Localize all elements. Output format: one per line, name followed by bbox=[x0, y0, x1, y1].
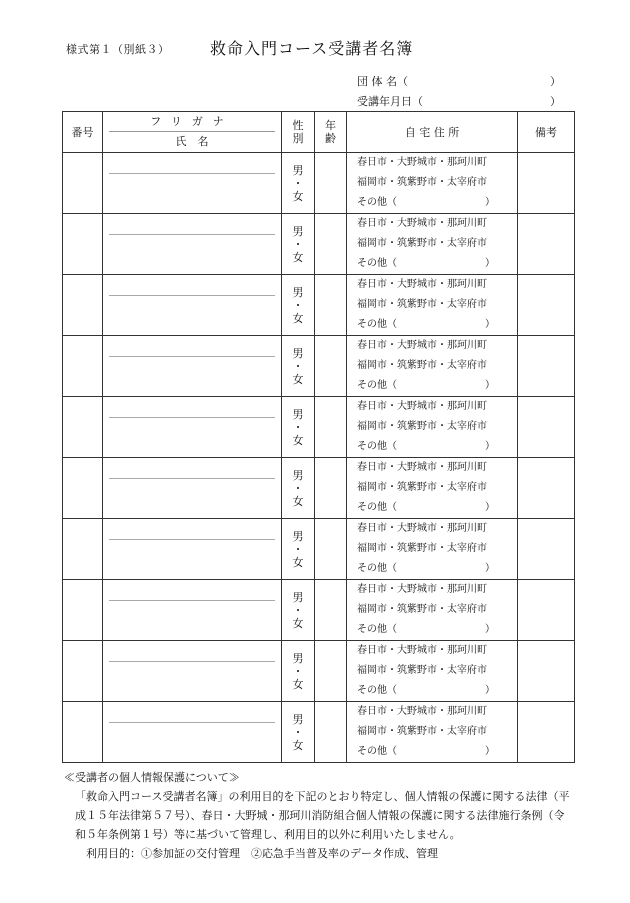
address-other-label: その他（ bbox=[357, 685, 397, 696]
sex-male[interactable]: 男 bbox=[292, 590, 304, 604]
address-option-other[interactable]: その他（ ） bbox=[357, 380, 495, 391]
age-cell[interactable] bbox=[315, 336, 347, 397]
table-row bbox=[63, 641, 575, 702]
sex-male[interactable]: 男 bbox=[292, 407, 304, 421]
address-other-label: その他（ bbox=[357, 746, 397, 757]
sex-cell[interactable] bbox=[282, 458, 315, 519]
sex-female[interactable]: 女 bbox=[292, 433, 304, 447]
address-option-line2[interactable]: 福岡市・筑紫野市・太宰府市 bbox=[357, 604, 487, 615]
number-cell[interactable] bbox=[63, 214, 103, 275]
age-cell[interactable] bbox=[315, 458, 347, 519]
address-cell[interactable] bbox=[347, 519, 518, 580]
sex-dot: ・ bbox=[292, 420, 304, 434]
age-cell[interactable] bbox=[315, 153, 347, 214]
address-other-label: その他（ bbox=[357, 502, 397, 513]
address-cell[interactable] bbox=[347, 641, 518, 702]
sex-cell[interactable] bbox=[282, 519, 315, 580]
address-option-line2[interactable]: 福岡市・筑紫野市・太宰府市 bbox=[357, 421, 487, 432]
privacy-notice bbox=[64, 768, 574, 863]
notes-cell[interactable] bbox=[518, 397, 575, 458]
name-cell[interactable] bbox=[103, 580, 282, 641]
privacy-purpose: 利用目的：①参加証の交付管理 ②応急手当普及率のデータ作成、管理 bbox=[86, 847, 438, 860]
number-cell[interactable] bbox=[63, 275, 103, 336]
sex-dot: ・ bbox=[292, 359, 304, 373]
name-cell[interactable] bbox=[103, 153, 282, 214]
number-cell[interactable] bbox=[63, 458, 103, 519]
table-row bbox=[63, 580, 575, 641]
table-row bbox=[63, 519, 575, 580]
age-cell[interactable] bbox=[315, 580, 347, 641]
address-other-label: その他（ bbox=[357, 380, 397, 391]
table-header-row bbox=[63, 112, 575, 153]
table-row bbox=[63, 702, 575, 763]
address-option-other[interactable]: その他（ ） bbox=[357, 319, 495, 330]
sex-male[interactable]: 男 bbox=[292, 224, 304, 238]
address-option-other[interactable]: その他（ ） bbox=[357, 502, 495, 513]
name-cell[interactable] bbox=[103, 214, 282, 275]
address-option-line1[interactable]: 春日市・大野城市・那珂川町 bbox=[357, 706, 487, 717]
address-option-line1[interactable]: 春日市・大野城市・那珂川町 bbox=[357, 401, 487, 412]
sex-dot: ・ bbox=[292, 176, 304, 190]
address-option-line2[interactable]: 福岡市・筑紫野市・太宰府市 bbox=[357, 665, 487, 676]
address-other-label: その他（ bbox=[357, 319, 397, 330]
address-option-line1[interactable]: 春日市・大野城市・那珂川町 bbox=[357, 584, 487, 595]
sex-cell[interactable] bbox=[282, 641, 315, 702]
address-cell[interactable] bbox=[347, 458, 518, 519]
address-option-other[interactable]: その他（ ） bbox=[357, 624, 495, 635]
number-cell[interactable] bbox=[63, 641, 103, 702]
address-option-line1[interactable]: 春日市・大野城市・那珂川町 bbox=[357, 340, 487, 351]
address-option-other[interactable]: その他（ ） bbox=[357, 746, 495, 757]
furigana-divider bbox=[109, 417, 275, 418]
header-sex-char2: 別 bbox=[292, 132, 304, 145]
address-other-label: その他（ bbox=[357, 563, 397, 574]
name-cell[interactable] bbox=[103, 641, 282, 702]
header-age-char1: 年 bbox=[325, 119, 336, 132]
header-age bbox=[315, 112, 347, 153]
address-cell[interactable] bbox=[347, 397, 518, 458]
sex-cell[interactable] bbox=[282, 214, 315, 275]
age-cell[interactable] bbox=[315, 214, 347, 275]
address-other-label: その他（ bbox=[357, 441, 397, 452]
sex-dot: ・ bbox=[292, 664, 304, 678]
sex-cell[interactable] bbox=[282, 336, 315, 397]
number-cell[interactable] bbox=[63, 153, 103, 214]
address-option-line2[interactable]: 福岡市・筑紫野市・太宰府市 bbox=[357, 543, 487, 554]
address-other-label: その他（ bbox=[357, 258, 397, 269]
privacy-body: 「救命入門コース受講者名簿」の利用目的を下記のとおり特定し、個人情報の保護に関する法律（平成１５年法律第５７号）、春日・大野城・那珂川消防組合個人情報の保護に関する法律施行条例（令和５年条例第１号）等に基づいて管理し、利用目的以外に利用いたしません。 bbox=[75, 790, 570, 841]
table-row bbox=[63, 214, 575, 275]
number-cell[interactable] bbox=[63, 519, 103, 580]
table-row bbox=[63, 458, 575, 519]
notes-cell[interactable] bbox=[518, 336, 575, 397]
header-full-name: 氏 名 bbox=[175, 135, 209, 148]
furigana-divider bbox=[109, 173, 275, 174]
address-option-line1[interactable]: 春日市・大野城市・那珂川町 bbox=[357, 218, 487, 229]
furigana-divider bbox=[109, 722, 275, 723]
sex-female[interactable]: 女 bbox=[292, 494, 304, 508]
sex-female[interactable]: 女 bbox=[292, 372, 304, 386]
age-cell[interactable] bbox=[315, 519, 347, 580]
notes-cell[interactable] bbox=[518, 580, 575, 641]
address-option-other[interactable]: その他（ ） bbox=[357, 441, 495, 452]
address-cell[interactable] bbox=[347, 214, 518, 275]
table-row bbox=[63, 336, 575, 397]
table-row bbox=[63, 397, 575, 458]
sex-female[interactable]: 女 bbox=[292, 555, 304, 569]
header-notes: 備考 bbox=[518, 112, 575, 153]
sex-dot: ・ bbox=[292, 237, 304, 251]
furigana-divider bbox=[109, 661, 275, 662]
address-cell[interactable] bbox=[347, 580, 518, 641]
sex-male[interactable]: 男 bbox=[292, 712, 304, 726]
age-cell[interactable] bbox=[315, 641, 347, 702]
address-cell[interactable] bbox=[347, 702, 518, 763]
course-date-close: ） bbox=[550, 95, 561, 108]
name-cell[interactable] bbox=[103, 336, 282, 397]
header-address: 自 宅 住 所 bbox=[347, 112, 518, 153]
header-age-char2: 齢 bbox=[325, 132, 336, 145]
address-option-line2[interactable]: 福岡市・筑紫野市・太宰府市 bbox=[357, 238, 487, 249]
notes-cell[interactable] bbox=[518, 153, 575, 214]
number-cell[interactable] bbox=[63, 702, 103, 763]
address-option-other[interactable]: その他（ ） bbox=[357, 685, 495, 696]
sex-dot: ・ bbox=[292, 298, 304, 312]
notes-cell[interactable] bbox=[518, 519, 575, 580]
sex-dot: ・ bbox=[292, 542, 304, 556]
sex-dot: ・ bbox=[292, 725, 304, 739]
address-other-label: その他（ bbox=[357, 197, 397, 208]
sex-female[interactable]: 女 bbox=[292, 189, 304, 203]
sex-cell[interactable] bbox=[282, 275, 315, 336]
sex-female[interactable]: 女 bbox=[292, 250, 304, 264]
header-number: 番号 bbox=[63, 112, 103, 153]
address-option-line1[interactable]: 春日市・大野城市・那珂川町 bbox=[357, 523, 487, 534]
sex-female[interactable]: 女 bbox=[292, 616, 304, 630]
address-cell[interactable] bbox=[347, 336, 518, 397]
address-option-line2[interactable]: 福岡市・筑紫野市・太宰府市 bbox=[357, 177, 487, 188]
header-sex-char1: 性 bbox=[292, 119, 304, 132]
address-option-other[interactable]: その他（ ） bbox=[357, 258, 495, 269]
address-option-other[interactable]: その他（ ） bbox=[357, 197, 495, 208]
sex-cell[interactable] bbox=[282, 580, 315, 641]
age-cell[interactable] bbox=[315, 275, 347, 336]
notes-cell[interactable] bbox=[518, 458, 575, 519]
furigana-divider bbox=[109, 600, 275, 601]
furigana-divider bbox=[109, 356, 275, 357]
age-cell[interactable] bbox=[315, 702, 347, 763]
name-cell[interactable] bbox=[103, 702, 282, 763]
age-cell[interactable] bbox=[315, 397, 347, 458]
sex-cell[interactable] bbox=[282, 153, 315, 214]
name-cell[interactable] bbox=[103, 519, 282, 580]
address-option-line1[interactable]: 春日市・大野城市・那珂川町 bbox=[357, 645, 487, 656]
attendee-table bbox=[62, 111, 575, 763]
notes-cell[interactable] bbox=[518, 214, 575, 275]
table-row bbox=[63, 275, 575, 336]
furigana-divider bbox=[109, 234, 275, 235]
header-sex bbox=[282, 112, 315, 153]
address-cell[interactable] bbox=[347, 153, 518, 214]
address-other-label: その他（ bbox=[357, 624, 397, 635]
address-option-line2[interactable]: 福岡市・筑紫野市・太宰府市 bbox=[357, 360, 487, 371]
sex-dot: ・ bbox=[292, 481, 304, 495]
furigana-divider bbox=[109, 295, 275, 296]
group-name-label: 団 体 名（ bbox=[357, 75, 408, 88]
address-option-line1[interactable]: 春日市・大野城市・那珂川町 bbox=[357, 279, 487, 290]
address-option-line1[interactable]: 春日市・大野城市・那珂川町 bbox=[357, 157, 487, 168]
notes-cell[interactable] bbox=[518, 275, 575, 336]
sex-male[interactable]: 男 bbox=[292, 285, 304, 299]
page-title: 救命入門コース受講者名簿 bbox=[210, 39, 414, 58]
sex-female[interactable]: 女 bbox=[292, 311, 304, 325]
header-name bbox=[103, 112, 282, 153]
address-option-line2[interactable]: 福岡市・筑紫野市・太宰府市 bbox=[357, 299, 487, 310]
header-furigana: フリガナ bbox=[109, 112, 275, 132]
sex-cell[interactable] bbox=[282, 397, 315, 458]
address-option-other[interactable]: その他（ ） bbox=[357, 563, 495, 574]
address-option-line1[interactable]: 春日市・大野城市・那珂川町 bbox=[357, 462, 487, 473]
sex-male[interactable]: 男 bbox=[292, 346, 304, 360]
notes-cell[interactable] bbox=[518, 641, 575, 702]
sex-cell[interactable] bbox=[282, 702, 315, 763]
form-number-label: 様式第１（別紙３） bbox=[66, 43, 170, 56]
sex-male[interactable]: 男 bbox=[292, 163, 304, 177]
notes-cell[interactable] bbox=[518, 702, 575, 763]
sex-dot: ・ bbox=[292, 603, 304, 617]
name-cell[interactable] bbox=[103, 458, 282, 519]
furigana-divider bbox=[109, 539, 275, 540]
address-cell[interactable] bbox=[347, 275, 518, 336]
group-name-close: ） bbox=[550, 75, 561, 88]
sex-male[interactable]: 男 bbox=[292, 651, 304, 665]
furigana-divider bbox=[109, 478, 275, 479]
course-date-label: 受講年月日（ bbox=[357, 95, 423, 108]
address-option-line2[interactable]: 福岡市・筑紫野市・太宰府市 bbox=[357, 726, 487, 737]
privacy-heading: ≪受講者の個人情報保護について≫ bbox=[64, 771, 240, 784]
sex-female[interactable]: 女 bbox=[292, 677, 304, 691]
address-option-line2[interactable]: 福岡市・筑紫野市・太宰府市 bbox=[357, 482, 487, 493]
number-cell[interactable] bbox=[63, 580, 103, 641]
number-cell[interactable] bbox=[63, 336, 103, 397]
number-cell[interactable] bbox=[63, 397, 103, 458]
table-row bbox=[63, 153, 575, 214]
name-cell[interactable] bbox=[103, 275, 282, 336]
sex-female[interactable]: 女 bbox=[292, 738, 304, 752]
sex-male[interactable]: 男 bbox=[292, 468, 304, 482]
sex-male[interactable]: 男 bbox=[292, 529, 304, 543]
name-cell[interactable] bbox=[103, 397, 282, 458]
